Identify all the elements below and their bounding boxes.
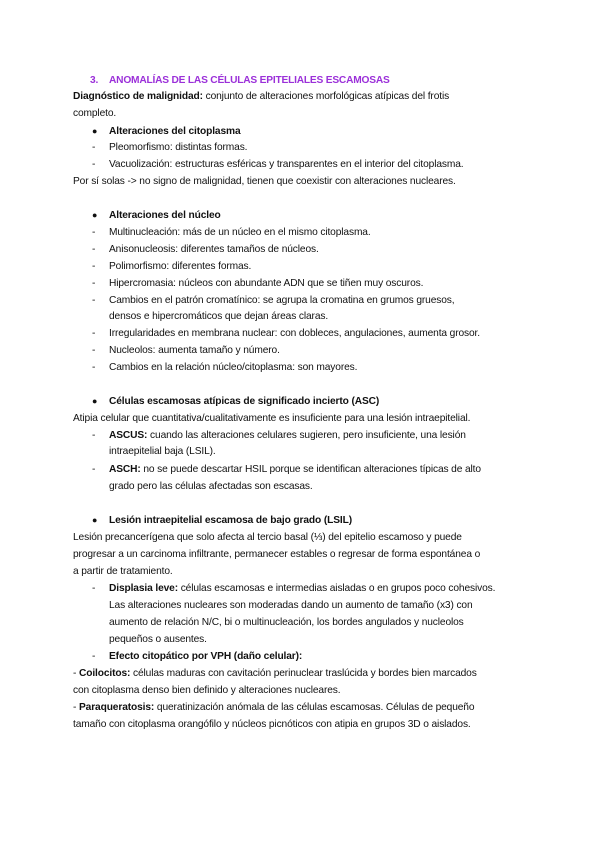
citoplasma-note: Por sí solas -> no signo de malignidad, tienen que coexistir con alteraciones nucleares. bbox=[73, 176, 456, 187]
asc-title: Células escamosas atípicas de significado incierto (ASC) bbox=[109, 396, 380, 407]
paraqueratosis-prefix: - bbox=[73, 702, 79, 713]
citoplasma-item: Vacuolización: estructuras esféricas y transparentes en el interior del citoplasma. bbox=[109, 159, 464, 170]
displasia-line-1 bbox=[109, 582, 495, 595]
ascus-text: cuando las alteraciones celulares sugieren, pero insuficiente, una lesión bbox=[147, 430, 466, 441]
lsil-text-3: a partir de tratamiento. bbox=[73, 566, 173, 577]
intro-line-1 bbox=[73, 90, 449, 103]
intro-label: Diagnóstico de malignidad: bbox=[73, 91, 203, 102]
coilocitos-line-2: con citoplasma denso bien definido y alteraciones nucleares. bbox=[73, 685, 341, 696]
intro-line-2: completo. bbox=[73, 108, 117, 119]
paraqueratosis-text: queratinización anómala de las células escamosas. Células de pequeño bbox=[154, 702, 475, 713]
asc-text: Atipia celular que cuantitativa/cualitativamente es insuficiente para una lesión intraepitelial. bbox=[73, 413, 471, 424]
coilocitos-line-1 bbox=[73, 667, 477, 680]
lsil-text-1: Lesión precancerígena que solo afecta al tercio basal (⅓) del epitelio escamoso y puede bbox=[73, 532, 462, 543]
coilocitos-prefix: - bbox=[73, 668, 79, 679]
paraqueratosis-line-2: tamaño con citoplasma orangófilo y núcleos picnóticos con atipia en grupos 3D o aislados. bbox=[73, 719, 471, 730]
asch-line-2: grado pero las células afectadas son escasas. bbox=[109, 481, 313, 492]
lsil-title: Lesión intraepitelial escamosa de bajo grado (LSIL) bbox=[109, 515, 352, 526]
bullet-icon: ● bbox=[92, 396, 98, 406]
dash-marker: - bbox=[92, 227, 96, 238]
nucleo-item: Cambios en la relación núcleo/citoplasma: son mayores. bbox=[109, 362, 358, 373]
ascus-line-2: intraepitelial baja (LSIL). bbox=[109, 446, 216, 457]
nucleo-title: Alteraciones del núcleo bbox=[109, 210, 221, 221]
section-number: 3. bbox=[90, 75, 99, 86]
dash-marker: - bbox=[92, 430, 96, 441]
displasia-line-2: Las alteraciones nucleares son moderadas dando un aumento de tamaño (x3) con bbox=[109, 600, 473, 611]
nucleo-item: Nucleolos: aumenta tamaño y número. bbox=[109, 345, 280, 356]
nucleo-item: Multinucleación: más de un núcleo en el mismo citoplasma. bbox=[109, 227, 371, 238]
nucleo-item: Cambios en el patrón cromatínico: se agrupa la cromatina en grumos gruesos, bbox=[109, 295, 455, 306]
dash-marker: - bbox=[92, 362, 96, 373]
asch-line-1 bbox=[109, 463, 481, 476]
dash-marker: - bbox=[92, 583, 96, 594]
bullet-icon: ● bbox=[92, 515, 98, 525]
displasia-label: Displasia leve: bbox=[109, 583, 178, 594]
nucleo-item: Hipercromasia: núcleos con abundante ADN que se tiñen muy oscuros. bbox=[109, 278, 424, 289]
vph-title: Efecto citopático por VPH (daño celular): bbox=[109, 651, 303, 662]
citoplasma-title: Alteraciones del citoplasma bbox=[109, 126, 241, 137]
lsil-text-2: progresar a un carcinoma infiltrante, permanecer estables o regresar de forma espontánea o bbox=[73, 549, 481, 560]
bullet-icon: ● bbox=[92, 210, 98, 220]
coilocitos-text: células maduras con cavitación perinuclear traslúcida y bordes bien marcados bbox=[130, 668, 477, 679]
dash-marker: - bbox=[92, 295, 96, 306]
nucleo-item-continued: densos e hipercromáticos que dejan áreas claras. bbox=[109, 311, 329, 322]
section-title: ANOMALÍAS DE LAS CÉLULAS EPITELIALES ESCAMOSAS bbox=[109, 75, 390, 86]
nucleo-item: Irregularidades en membrana nuclear: con dobleces, angulaciones, aumenta grosor. bbox=[109, 328, 480, 339]
paraqueratosis-label: Paraqueratosis: bbox=[78, 702, 155, 713]
ascus-line-1 bbox=[109, 429, 466, 442]
dash-marker: - bbox=[92, 142, 96, 153]
dash-marker: - bbox=[92, 278, 96, 289]
nucleo-item: Polimorfismo: diferentes formas. bbox=[109, 261, 252, 272]
displasia-line-3: aumento de relación N/C, bi o multinucleación, los bordes angulados y nucleolos bbox=[109, 617, 464, 628]
displasia-text: células escamosas e intermedias aisladas o en grupos poco cohesivos. bbox=[178, 583, 496, 594]
paraqueratosis-line-1 bbox=[73, 701, 474, 714]
asch-text: no se puede descartar HSIL porque se identifican alteraciones típicas de alto bbox=[140, 464, 481, 475]
dash-marker: - bbox=[92, 651, 96, 662]
asch-label: ASCH: bbox=[109, 464, 141, 475]
nucleo-item: Anisonucleosis: diferentes tamaños de núcleos. bbox=[109, 244, 319, 255]
dash-marker: - bbox=[92, 345, 96, 356]
dash-marker: - bbox=[92, 464, 96, 475]
dash-marker: - bbox=[92, 261, 96, 272]
citoplasma-item: Pleomorfismo: distintas formas. bbox=[109, 142, 248, 153]
coilocitos-label: Coilocitos: bbox=[78, 668, 131, 679]
dash-marker: - bbox=[92, 328, 96, 339]
dash-marker: - bbox=[92, 159, 96, 170]
dash-marker: - bbox=[92, 244, 96, 255]
bullet-icon: ● bbox=[92, 126, 98, 136]
displasia-line-4: pequeños o ausentes. bbox=[109, 634, 207, 645]
ascus-label: ASCUS: bbox=[109, 430, 148, 441]
intro-text: conjunto de alteraciones morfológicas atípicas del frotis bbox=[202, 91, 450, 102]
